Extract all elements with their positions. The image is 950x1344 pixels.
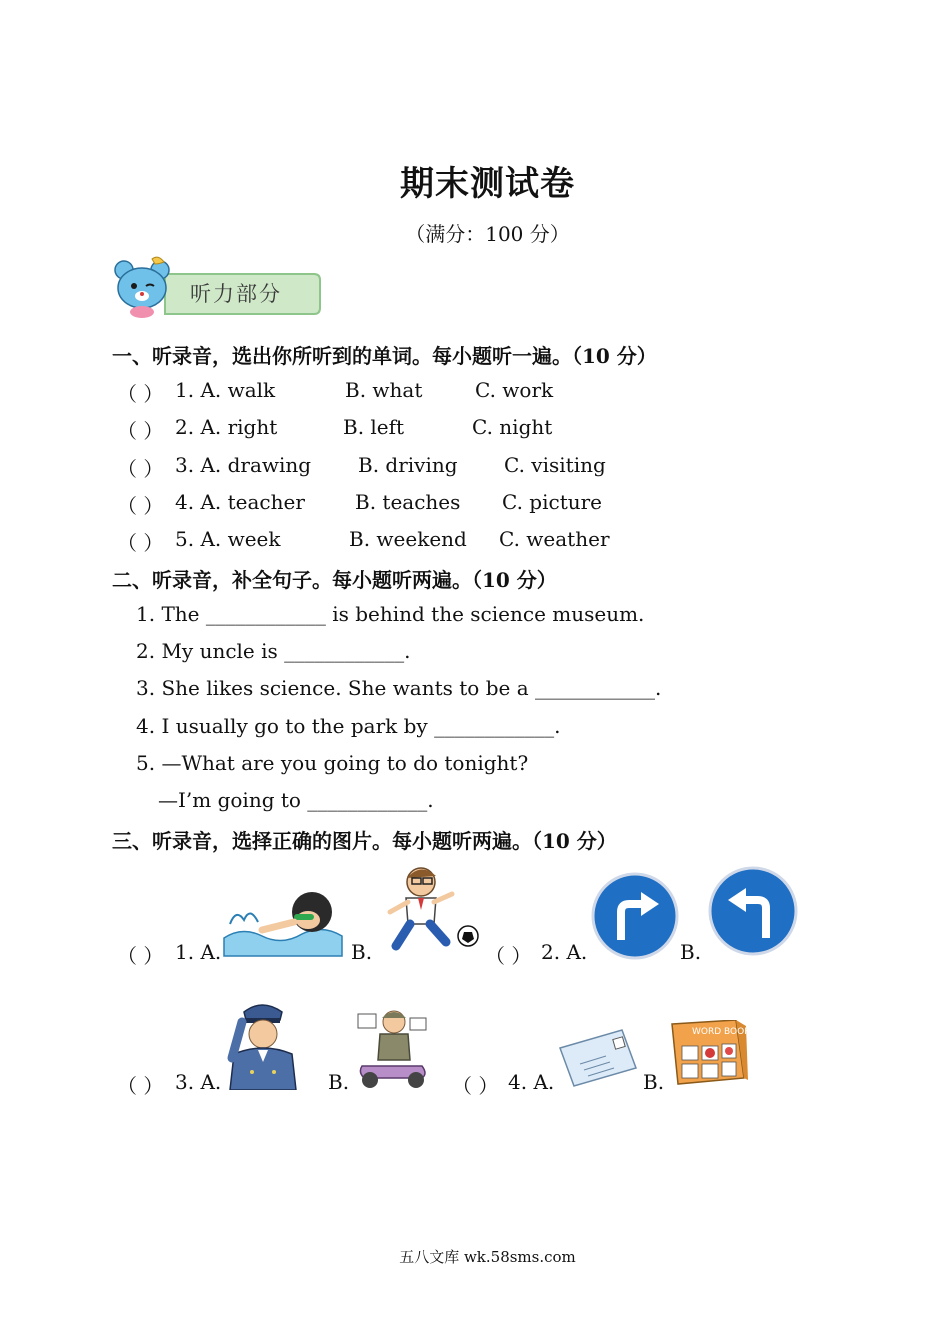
swimming-picture[interactable] [222,886,344,960]
page-title: 期末测试卷 [400,164,575,204]
item-option-b: B. what [345,378,423,402]
postcard-picture[interactable] [556,1028,640,1088]
answer-paren[interactable]: （ ） [117,419,164,443]
item-option-c: C. night [472,415,553,439]
item-option-a: 5. A. week [175,527,281,551]
item-option-b: B. weekend [349,527,467,551]
item-option-c: C. picture [502,490,603,514]
page-subtitle: （满分：100 分） [405,222,570,246]
policeman-picture[interactable] [222,998,304,1090]
item-option-b: B. driving [358,453,458,477]
option-b-label: B. [328,1070,350,1094]
answer-paren[interactable]: （ ） [485,944,532,968]
item-option-b: B. teaches [355,490,461,514]
footer-watermark: 五八文库 wk.58sms.com [399,1248,576,1266]
football-picture[interactable] [376,862,482,962]
option-b-label: B. [680,940,702,964]
item-option-a: 1. A. walk [175,378,276,402]
listening-banner [110,256,322,320]
listening-banner-label: 听力部分 [190,282,282,306]
section3-heading: 三、听录音，选择正确的图片。每小题听两遍。（10 分） [112,829,617,853]
item-option-c: C. visiting [504,453,606,477]
sentence-line: 2. My uncle is ____________. [136,639,411,663]
answer-paren[interactable]: （ ） [117,531,164,555]
sentence-line: 1. The ____________ is behind the science museum. [136,602,645,626]
sentence-line: —I’m going to ____________. [158,788,434,812]
sentence-line: 4. I usually go to the park by ____________. [136,714,561,738]
answer-paren[interactable]: （ ） [117,457,164,481]
section1-heading: 一、听录音，选出你所听到的单词。每小题听一遍。（10 分） [112,344,657,368]
word-book-label: WORD BOOK [692,1027,750,1037]
item-option-a: 4. A. teacher [175,490,305,514]
sentence-line: 3. She likes science. She wants to be a ____________. [136,676,662,700]
postman-picture[interactable] [352,1004,434,1090]
option-b-label: B. [643,1070,665,1094]
question-4-label: 4. A. [508,1070,555,1094]
word-book-picture[interactable] [670,1020,750,1088]
answer-paren[interactable]: （ ） [117,382,164,406]
section2-heading: 二、听录音，补全句子。每小题听两遍。（10 分） [112,568,557,592]
question-1-label: 1. A. [175,940,222,964]
item-option-a: 3. A. drawing [175,453,312,477]
sentence-line: 5. —What are you going to do tonight? [136,751,529,775]
question-3-label: 3. A. [175,1070,222,1094]
answer-paren[interactable]: （ ） [117,1074,164,1098]
turn-right-sign[interactable] [591,872,679,960]
item-option-b: B. left [343,415,405,439]
item-option-c: C. work [475,378,554,402]
item-option-c: C. weather [499,527,610,551]
answer-paren[interactable]: （ ） [117,494,164,518]
turn-left-sign[interactable] [708,866,798,956]
item-option-a: 2. A. right [175,415,278,439]
answer-paren[interactable]: （ ） [452,1074,499,1098]
option-b-label: B. [351,940,373,964]
answer-paren[interactable]: （ ） [117,944,164,968]
question-2-label: 2. A. [541,940,588,964]
